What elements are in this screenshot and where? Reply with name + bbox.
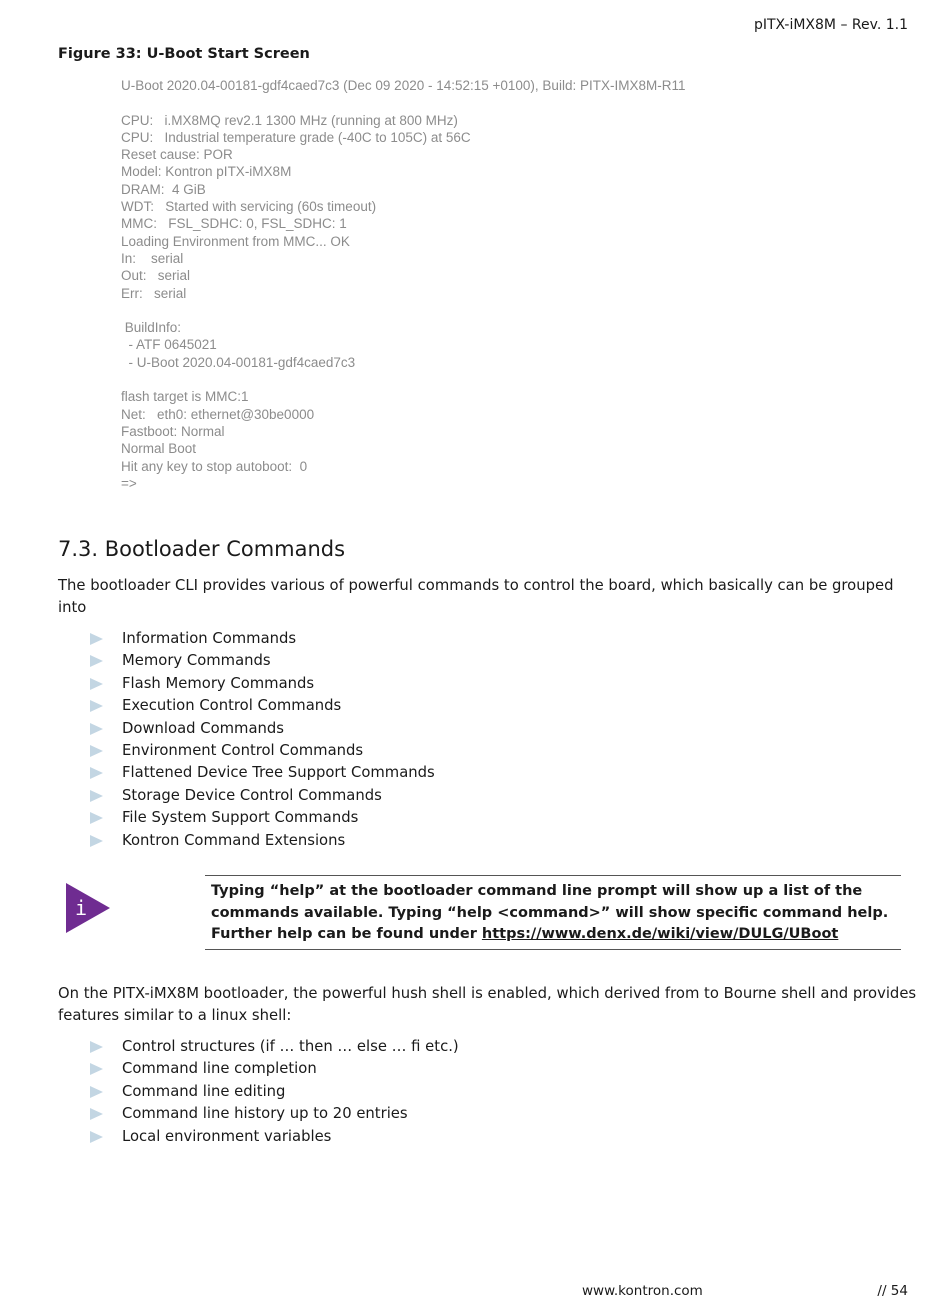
command-group-item [90,650,435,672]
command-group-item [90,807,435,829]
document-title: pITX-iMX8M – Rev. 1.1 [753,17,908,33]
help-note-body: Typing “help” at the bootloader command line prompt will show up a list of the commands available. Typing “help <command>” will show specific command help. Further help can be found under [211,883,889,942]
shell-features-list [90,1036,459,1148]
console-line: - ATF 0645021 [121,337,217,353]
command-group-item-label: Environment Control Commands [122,741,364,759]
bullet-triangle-icon [90,678,103,690]
help-note-text [211,881,895,946]
uboot-console-output [121,77,685,492]
console-line: => [121,475,137,491]
console-line: In: serial [121,250,184,266]
command-group-item [90,673,435,695]
bullet-triangle-icon [90,1131,103,1143]
console-line: - U-Boot 2020.04-00181-gdf4caed7c3 [121,354,356,370]
bullet-triangle-icon [90,1086,103,1098]
console-line [121,302,685,319]
console-line: Out: serial [121,268,191,284]
section-intro: The bootloader CLI provides various of powerful commands to control the board, which basically can be grouped into [58,577,894,616]
shell-feature-item [90,1058,459,1080]
command-group-item-label: Download Commands [122,719,285,737]
console-line: BuildInfo: [121,320,182,336]
shell-feature-item [90,1081,459,1103]
bullet-triangle-icon [90,767,103,779]
command-group-item [90,762,435,784]
console-line: WDT: Started with servicing (60s timeout) [121,199,377,215]
console-line: CPU: i.MX8MQ rev2.1 1300 MHz (running at 800 MHz) [121,112,458,128]
shell-feature-item [90,1103,459,1125]
svg-text:i: i [75,896,88,920]
console-line: Model: Kontron pITX-iMX8M [121,164,292,180]
bullet-triangle-icon [90,1108,103,1120]
console-line: Net: eth0: ethernet@30be0000 [121,406,315,422]
command-group-item-label: Flash Memory Commands [122,674,315,692]
console-line: DRAM: 4 GiB [121,181,206,197]
shell-feature-item-label: Control structures (if … then … else … fi etc.) [122,1038,459,1055]
command-group-item-label: Flattened Device Tree Support Commands [122,764,435,782]
shell-feature-item-label: Local environment variables [122,1127,332,1145]
section-heading: 7.3. Bootloader Commands [58,537,346,561]
command-group-item [90,628,435,650]
shell-intro: On the PITX-iMX8M bootloader, the powerful hush shell is enabled, which derived from to Bourne shell and provides features similar to a linux shell: [58,985,917,1024]
console-line: Reset cause: POR [121,147,233,163]
console-line: Err: serial [121,285,187,301]
page-number: // 54 [877,1283,908,1299]
command-group-item-label: File System Support Commands [122,809,359,827]
shell-feature-item-label: Command line editing [122,1082,286,1100]
console-line: Loading Environment from MMC... OK [121,233,350,249]
bullet-triangle-icon [90,633,103,645]
footer-website: www.kontron.com [582,1283,703,1299]
shell-feature-item-label: Command line completion [122,1060,317,1078]
command-group-item [90,718,435,740]
command-group-item [90,740,435,762]
command-group-item [90,695,435,717]
info-icon [66,883,110,933]
bullet-triangle-icon [90,655,103,667]
bullet-triangle-icon [90,723,103,735]
command-group-item-label: Information Commands [122,630,297,647]
denx-uboot-link[interactable]: https://www.denx.de/wiki/view/DULG/UBoot [481,926,839,942]
console-line [121,371,685,388]
command-group-item [90,830,435,852]
command-group-item-label: Kontron Command Extensions [122,831,346,849]
command-group-item-label: Memory Commands [122,652,271,670]
figure-caption: Figure 33: U-Boot Start Screen [58,46,310,62]
bullet-triangle-icon [90,1041,103,1053]
bullet-triangle-icon [90,1063,103,1075]
console-line: flash target is MMC:1 [121,389,249,405]
help-note [205,875,901,950]
command-groups-list [90,628,435,852]
bullet-triangle-icon [90,812,103,824]
command-group-item-label: Execution Control Commands [122,697,342,715]
shell-feature-item [90,1036,459,1058]
shell-feature-item [90,1126,459,1148]
command-group-item-label: Storage Device Control Commands [122,786,382,804]
command-group-item [90,785,435,807]
console-line: CPU: Industrial temperature grade (-40C to 105C) at 56C [121,129,471,145]
console-line [121,94,685,111]
bullet-triangle-icon [90,700,103,712]
console-line: MMC: FSL_SDHC: 0, FSL_SDHC: 1 [121,216,347,232]
console-line: Fastboot: Normal [121,423,225,439]
console-line: Normal Boot [121,441,197,457]
bullet-triangle-icon [90,835,103,847]
shell-feature-item-label: Command line history up to 20 entries [122,1105,408,1123]
console-line: U-Boot 2020.04-00181-gdf4caed7c3 (Dec 09 2020 - 14:52:15 +0100), Build: PITX-IMX8M-R11 [121,78,686,93]
bullet-triangle-icon [90,745,103,757]
bullet-triangle-icon [90,790,103,802]
console-line: Hit any key to stop autoboot: 0 [121,458,308,474]
